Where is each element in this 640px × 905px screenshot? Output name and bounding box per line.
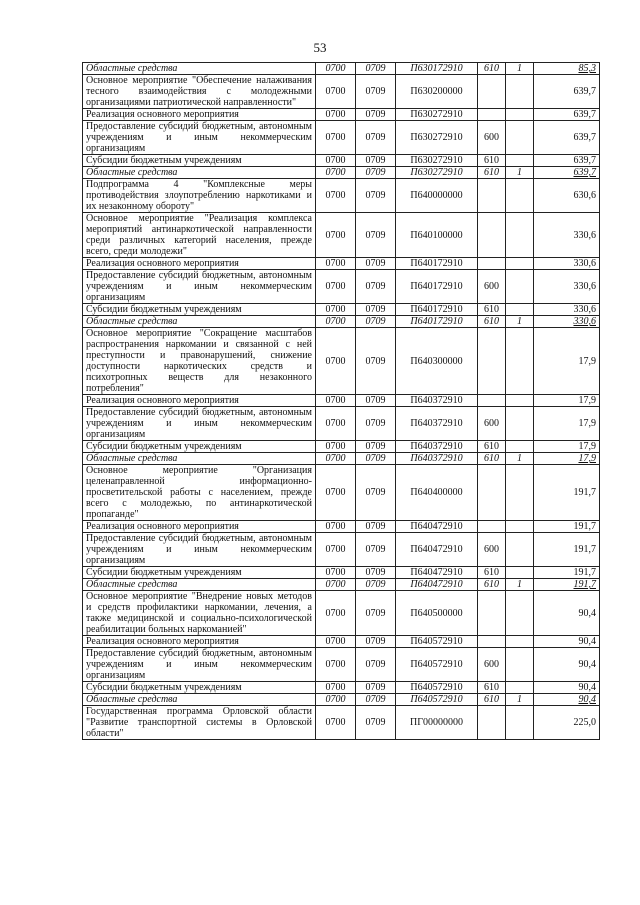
table-row [83,316,600,328]
table-row [83,465,600,521]
expense-type-cell [478,706,506,740]
funding-source-cell [506,304,534,316]
subsection-code-cell: 0709 [356,636,396,648]
expense-type-cell: 600 [478,270,506,304]
table-row [83,304,600,316]
funding-source-cell [506,682,534,694]
target-article-cell: П640472910 [396,579,478,591]
subsection-code-cell: 0709 [356,155,396,167]
section-code-cell: 0700 [316,304,356,316]
row-name-cell: Реализация основного мероприятия [83,521,316,533]
expense-type-cell [478,213,506,258]
expense-type-cell: 610 [478,567,506,579]
section-code-cell: 0700 [316,706,356,740]
row-name-cell: Реализация основного мероприятия [83,258,316,270]
subsection-code-cell: 0709 [356,579,396,591]
row-name-cell: Областные средства [83,694,316,706]
table-row [83,121,600,155]
target-article-cell: П640372910 [396,453,478,465]
row-name-cell: Предоставление субсидий бюджетным, автономным учреждениям и иным некоммерческим организациям [83,270,316,304]
expense-type-cell [478,521,506,533]
amount-cell: 90,4 [534,636,600,648]
table-row [83,63,600,75]
funding-source-cell: 1 [506,694,534,706]
section-code-cell: 0700 [316,682,356,694]
amount-cell: 90,4 [534,591,600,636]
expense-type-cell [478,109,506,121]
row-name-cell: Реализация основного мероприятия [83,395,316,407]
funding-source-cell [506,328,534,395]
expense-type-cell: 610 [478,694,506,706]
funding-source-cell [506,258,534,270]
target-article-cell: П630272910 [396,121,478,155]
section-code-cell: 0700 [316,75,356,109]
expense-type-cell [478,465,506,521]
amount-cell: 191,7 [534,465,600,521]
amount-cell: 330,6 [534,316,600,328]
funding-source-cell [506,121,534,155]
section-code-cell: 0700 [316,316,356,328]
expense-type-cell: 610 [478,682,506,694]
row-name-cell: Основное мероприятие "Обеспечение налаживания тесного взаимодействия с молодежными организациями патриотической направленности" [83,75,316,109]
funding-source-cell [506,155,534,167]
row-name-cell: Субсидии бюджетным учреждениям [83,304,316,316]
subsection-code-cell: 0709 [356,453,396,465]
subsection-code-cell: 0709 [356,521,396,533]
amount-cell: 17,9 [534,407,600,441]
amount-cell: 330,6 [534,304,600,316]
amount-cell: 639,7 [534,167,600,179]
funding-source-cell [506,441,534,453]
amount-cell: 639,7 [534,75,600,109]
target-article-cell: П640572910 [396,648,478,682]
funding-source-cell: 1 [506,316,534,328]
section-code-cell: 0700 [316,591,356,636]
subsection-code-cell: 0709 [356,63,396,75]
budget-table [82,62,600,740]
table-row [83,179,600,213]
expense-type-cell: 610 [478,167,506,179]
funding-source-cell: 1 [506,167,534,179]
section-code-cell: 0700 [316,395,356,407]
section-code-cell: 0700 [316,441,356,453]
expense-type-cell: 610 [478,453,506,465]
row-name-cell: Подпрограмма 4 "Комплексные меры противодействия злоупотреблению наркотиками и их незаконному обороту" [83,179,316,213]
expense-type-cell: 610 [478,579,506,591]
amount-cell: 17,9 [534,441,600,453]
subsection-code-cell: 0709 [356,304,396,316]
expense-type-cell: 600 [478,121,506,155]
funding-source-cell [506,75,534,109]
target-article-cell: П630200000 [396,75,478,109]
target-article-cell: П640400000 [396,465,478,521]
table-row [83,636,600,648]
section-code-cell: 0700 [316,636,356,648]
row-name-cell: Основное мероприятие "Организация целенаправленной информационно-просветительской работы с населением, прежде всего с молодежью, по антинаркотической пропаганде" [83,465,316,521]
subsection-code-cell: 0709 [356,316,396,328]
section-code-cell: 0700 [316,579,356,591]
table-row [83,395,600,407]
amount-cell: 191,7 [534,521,600,533]
funding-source-cell: 1 [506,453,534,465]
table-row [83,270,600,304]
row-name-cell: Субсидии бюджетным учреждениям [83,441,316,453]
section-code-cell: 0700 [316,407,356,441]
target-article-cell: П640472910 [396,521,478,533]
target-article-cell: П640472910 [396,533,478,567]
funding-source-cell [506,213,534,258]
row-name-cell: Государственная программа Орловской области "Развитие транспортной системы в Орловской области" [83,706,316,740]
target-article-cell: П640472910 [396,567,478,579]
row-name-cell: Предоставление субсидий бюджетным, автономным учреждениям и иным некоммерческим организациям [83,121,316,155]
target-article-cell: П640172910 [396,270,478,304]
funding-source-cell [506,179,534,213]
section-code-cell: 0700 [316,453,356,465]
amount-cell: 639,7 [534,121,600,155]
amount-cell: 90,4 [534,648,600,682]
amount-cell: 191,7 [534,533,600,567]
table-row [83,579,600,591]
row-name-cell: Субсидии бюджетным учреждениям [83,155,316,167]
section-code-cell: 0700 [316,258,356,270]
amount-cell: 17,9 [534,395,600,407]
expense-type-cell [478,328,506,395]
funding-source-cell [506,533,534,567]
funding-source-cell: 1 [506,579,534,591]
expense-type-cell [478,258,506,270]
target-article-cell: П640572910 [396,694,478,706]
row-name-cell: Областные средства [83,453,316,465]
subsection-code-cell: 0709 [356,75,396,109]
table-row [83,75,600,109]
target-article-cell: П640372910 [396,395,478,407]
expense-type-cell [478,75,506,109]
expense-type-cell: 600 [478,533,506,567]
section-code-cell: 0700 [316,167,356,179]
amount-cell: 17,9 [534,453,600,465]
target-article-cell: П630272910 [396,167,478,179]
row-name-cell: Областные средства [83,63,316,75]
subsection-code-cell: 0709 [356,328,396,395]
table-row [83,533,600,567]
target-article-cell: П640100000 [396,213,478,258]
table-row [83,109,600,121]
table-row [83,407,600,441]
subsection-code-cell: 0709 [356,591,396,636]
section-code-cell: 0700 [316,213,356,258]
section-code-cell: 0700 [316,567,356,579]
amount-cell: 330,6 [534,258,600,270]
target-article-cell: П640372910 [396,407,478,441]
target-article-cell: П640572910 [396,682,478,694]
section-code-cell: 0700 [316,648,356,682]
amount-cell: 225,0 [534,706,600,740]
funding-source-cell [506,591,534,636]
budget-table-body [83,63,600,740]
subsection-code-cell: 0709 [356,682,396,694]
expense-type-cell [478,591,506,636]
funding-source-cell [506,407,534,441]
funding-source-cell [506,636,534,648]
target-article-cell: П640172910 [396,304,478,316]
amount-cell: 639,7 [534,155,600,167]
funding-source-cell [506,521,534,533]
target-article-cell: П630272910 [396,155,478,167]
expense-type-cell: 610 [478,316,506,328]
subsection-code-cell: 0709 [356,121,396,155]
expense-type-cell: 610 [478,63,506,75]
expense-type-cell [478,179,506,213]
table-row [83,258,600,270]
funding-source-cell [506,465,534,521]
subsection-code-cell: 0709 [356,167,396,179]
target-article-cell: П640172910 [396,258,478,270]
amount-cell: 639,7 [534,109,600,121]
row-name-cell: Предоставление субсидий бюджетным, автономным учреждениям и иным некоммерческим организациям [83,533,316,567]
subsection-code-cell: 0709 [356,179,396,213]
funding-source-cell [506,109,534,121]
table-row [83,213,600,258]
table-row [83,648,600,682]
funding-source-cell [506,270,534,304]
target-article-cell: П630172910 [396,63,478,75]
amount-cell: 90,4 [534,682,600,694]
table-row [83,328,600,395]
amount-cell: 17,9 [534,328,600,395]
subsection-code-cell: 0709 [356,465,396,521]
table-row [83,155,600,167]
target-article-cell: П640572910 [396,636,478,648]
row-name-cell: Субсидии бюджетным учреждениям [83,682,316,694]
target-article-cell: П640500000 [396,591,478,636]
section-code-cell: 0700 [316,155,356,167]
subsection-code-cell: 0709 [356,270,396,304]
table-row [83,706,600,740]
table-row [83,167,600,179]
target-article-cell: П640300000 [396,328,478,395]
section-code-cell: 0700 [316,109,356,121]
row-name-cell: Основное мероприятие "Сокращение масштабов распространения наркомании и связанной с ней преступности и правонарушений, снижение доступности наркотических средств и психотропных веществ для незаконного потребления" [83,328,316,395]
section-code-cell: 0700 [316,121,356,155]
table-row [83,521,600,533]
target-article-cell: П640000000 [396,179,478,213]
target-article-cell: П640372910 [396,441,478,453]
subsection-code-cell: 0709 [356,567,396,579]
table-row [83,441,600,453]
expense-type-cell [478,636,506,648]
section-code-cell: 0700 [316,63,356,75]
subsection-code-cell: 0709 [356,258,396,270]
target-article-cell: ПГ00000000 [396,706,478,740]
amount-cell: 330,6 [534,270,600,304]
section-code-cell: 0700 [316,179,356,213]
subsection-code-cell: 0709 [356,213,396,258]
subsection-code-cell: 0709 [356,441,396,453]
section-code-cell: 0700 [316,270,356,304]
subsection-code-cell: 0709 [356,648,396,682]
subsection-code-cell: 0709 [356,395,396,407]
row-name-cell: Реализация основного мероприятия [83,636,316,648]
amount-cell: 191,7 [534,579,600,591]
funding-source-cell: 1 [506,63,534,75]
table-row [83,567,600,579]
row-name-cell: Основное мероприятие "Внедрение новых методов и средств профилактики наркомании, лечения, а также медицинской и социально-психологической реабилитации больных наркоманией" [83,591,316,636]
subsection-code-cell: 0709 [356,533,396,567]
section-code-cell: 0700 [316,533,356,567]
target-article-cell: П640172910 [396,316,478,328]
amount-cell: 90,4 [534,694,600,706]
amount-cell: 630,6 [534,179,600,213]
expense-type-cell: 610 [478,304,506,316]
expense-type-cell: 610 [478,155,506,167]
amount-cell: 85,3 [534,63,600,75]
row-name-cell: Областные средства [83,167,316,179]
row-name-cell: Основное мероприятие "Реализация комплекса мероприятий антинаркотической направленности среди различных категорий населения, прежде всего, среди молодежи" [83,213,316,258]
table-row [83,682,600,694]
subsection-code-cell: 0709 [356,694,396,706]
row-name-cell: Субсидии бюджетным учреждениям [83,567,316,579]
funding-source-cell [506,648,534,682]
amount-cell: 330,6 [534,213,600,258]
section-code-cell: 0700 [316,328,356,395]
row-name-cell: Областные средства [83,579,316,591]
section-code-cell: 0700 [316,521,356,533]
row-name-cell: Предоставление субсидий бюджетным, автономным учреждениям и иным некоммерческим организациям [83,648,316,682]
amount-cell: 191,7 [534,567,600,579]
row-name-cell: Областные средства [83,316,316,328]
row-name-cell: Предоставление субсидий бюджетным, автономным учреждениям и иным некоммерческим организациям [83,407,316,441]
funding-source-cell [506,395,534,407]
expense-type-cell: 610 [478,441,506,453]
table-row [83,591,600,636]
expense-type-cell: 600 [478,407,506,441]
funding-source-cell [506,567,534,579]
expense-type-cell: 600 [478,648,506,682]
table-row [83,453,600,465]
funding-source-cell [506,706,534,740]
page-number: 53 [313,40,327,55]
table-row [83,694,600,706]
row-name-cell: Реализация основного мероприятия [83,109,316,121]
subsection-code-cell: 0709 [356,407,396,441]
expense-type-cell [478,395,506,407]
target-article-cell: П630272910 [396,109,478,121]
subsection-code-cell: 0709 [356,109,396,121]
subsection-code-cell: 0709 [356,706,396,740]
section-code-cell: 0700 [316,694,356,706]
section-code-cell: 0700 [316,465,356,521]
